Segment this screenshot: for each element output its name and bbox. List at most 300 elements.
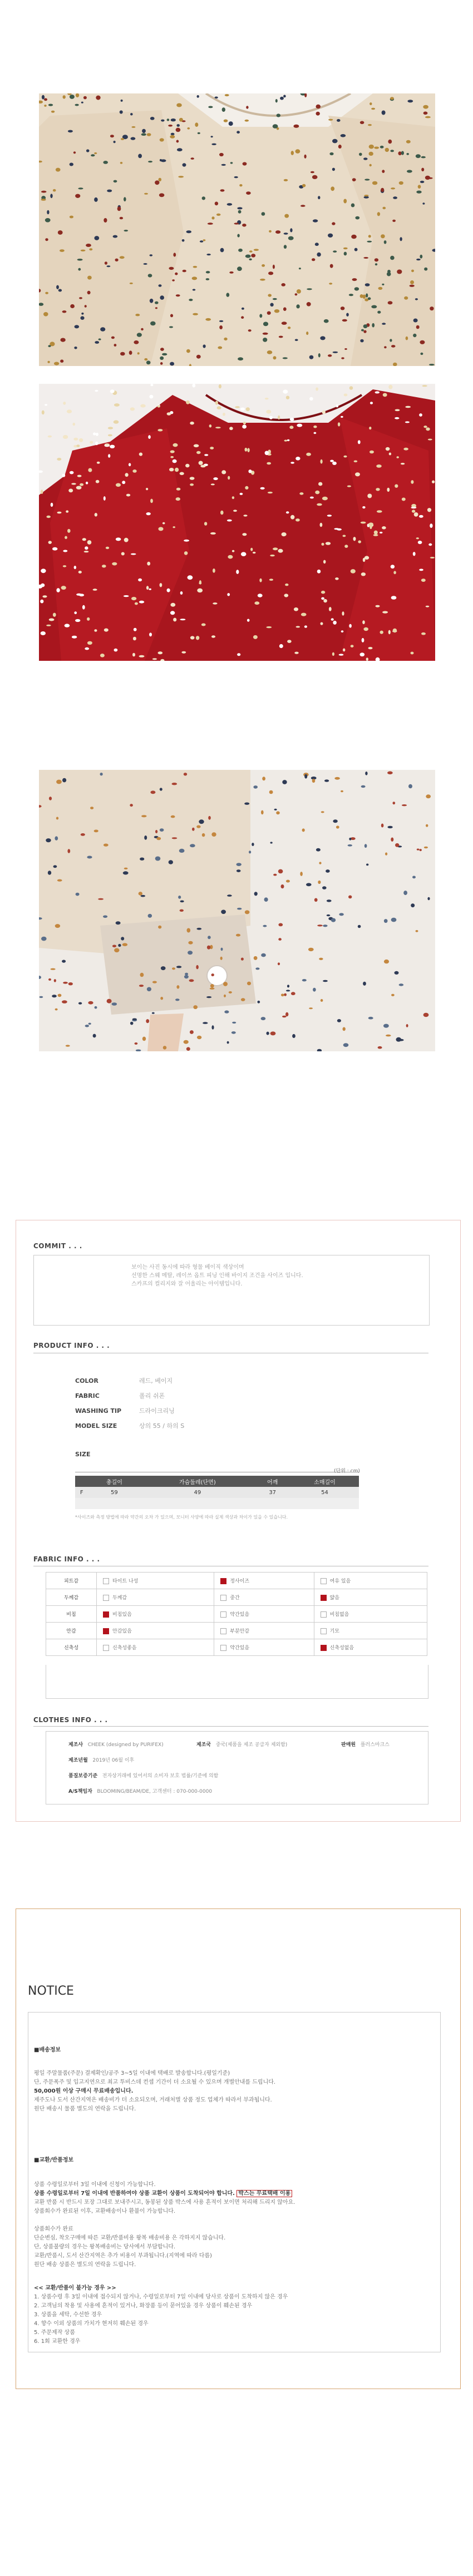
fabric-dot bbox=[404, 296, 408, 300]
fabric-dot bbox=[42, 95, 45, 100]
fabric-dot bbox=[344, 545, 348, 548]
fabric-dot bbox=[236, 570, 239, 574]
fabric-dot bbox=[74, 611, 77, 614]
fabric-dot bbox=[116, 483, 121, 487]
fabric-dot bbox=[390, 339, 392, 342]
sleeve-cuff-illustration bbox=[39, 770, 435, 1051]
fabric-dot bbox=[155, 857, 161, 861]
fabric-dot bbox=[310, 497, 314, 499]
clothes-info-box bbox=[46, 1731, 428, 1804]
fabric-dot bbox=[97, 462, 100, 464]
fabric-dot bbox=[170, 603, 175, 607]
fabric-dot bbox=[130, 804, 133, 807]
fabric-dot bbox=[270, 303, 273, 307]
fabric-option-label: 약간있음 bbox=[230, 1645, 250, 1651]
fabric-dot bbox=[261, 1017, 266, 1020]
fabric-dot bbox=[221, 910, 226, 914]
fabric-dot bbox=[42, 411, 45, 415]
fabric-dot bbox=[344, 252, 347, 256]
checkbox-icon bbox=[321, 1611, 327, 1618]
fabric-dot bbox=[234, 223, 239, 224]
fabric-dot bbox=[224, 995, 226, 997]
fabric-dot bbox=[382, 111, 386, 115]
fabric-dot bbox=[393, 802, 396, 804]
fabric-dot bbox=[286, 396, 289, 399]
fabric-dot bbox=[285, 1012, 288, 1017]
fabric-option-label: 약간있음 bbox=[230, 1612, 250, 1618]
fabric-dot bbox=[110, 389, 115, 393]
fabric-dot bbox=[423, 1013, 429, 1017]
fabric-dot bbox=[142, 129, 146, 133]
fabric-dot bbox=[392, 220, 396, 222]
fabric-dot bbox=[403, 448, 408, 451]
fabric-dot bbox=[146, 360, 151, 364]
fabric-dot bbox=[343, 1043, 349, 1047]
fabric-dot bbox=[70, 163, 73, 166]
fabric-dot bbox=[81, 313, 83, 315]
exchange-line: 교환/반품시, 도서 산간지역은 추가 비용이 부과됩니다.(지역에 따라 다름) bbox=[34, 2253, 212, 2259]
fabric-dot bbox=[67, 529, 71, 533]
fabric-dot bbox=[241, 958, 244, 961]
fabric-dot bbox=[321, 811, 324, 813]
fabric-dot bbox=[313, 988, 316, 992]
fabric-dot bbox=[135, 1042, 138, 1045]
fabric-dot bbox=[255, 967, 259, 970]
fabric-dot bbox=[87, 641, 92, 645]
fabric-dot bbox=[276, 811, 280, 814]
fabric-dot bbox=[87, 540, 92, 545]
info-value: 폴리 쉬폰 bbox=[139, 1392, 165, 1400]
fabric-dot bbox=[368, 647, 373, 649]
fabric-dot bbox=[210, 988, 215, 990]
fabric-dot bbox=[383, 393, 387, 397]
fabric-dot bbox=[270, 555, 275, 556]
fabric-dot bbox=[224, 1010, 229, 1013]
fabric-dot bbox=[263, 322, 268, 327]
fabric-dot bbox=[110, 445, 115, 448]
fabric-dot bbox=[416, 154, 421, 158]
fabric-dot bbox=[213, 477, 218, 480]
fabric-dot bbox=[41, 191, 47, 193]
fabric-dot bbox=[176, 124, 180, 127]
fabric-dot bbox=[281, 283, 285, 286]
fabric-dot bbox=[333, 819, 337, 823]
shipping-title: ■배송정보 bbox=[34, 2047, 61, 2053]
fabric-dot bbox=[429, 364, 435, 365]
fabric-dot bbox=[420, 353, 423, 355]
fabric-dot bbox=[411, 652, 414, 655]
fabric-dot bbox=[363, 295, 366, 299]
fabric-dot bbox=[262, 777, 265, 780]
fabric-dot bbox=[327, 914, 331, 916]
shipping-line: 평일 주말물품(주문) 결제확인/공주 3~5일 이내에 택배로 발송합니다.(평일기준) bbox=[34, 2070, 230, 2076]
fabric-dot bbox=[284, 179, 288, 181]
fabric-dot bbox=[232, 550, 234, 552]
fabric-option bbox=[214, 1606, 314, 1623]
fabric-dot bbox=[401, 151, 404, 155]
fabric-dot bbox=[281, 993, 284, 996]
fabric-dot bbox=[120, 256, 125, 259]
fabric-dot bbox=[65, 536, 67, 540]
exchange-line: 상품회수가 완료된 이후, 교환배송이나 환불이 가능합니다. bbox=[34, 2208, 176, 2214]
fabric-dot bbox=[134, 340, 139, 344]
beige-dot-sleeve-photo bbox=[39, 770, 435, 1051]
fabric-dot bbox=[208, 936, 211, 939]
fabric-dot bbox=[378, 287, 383, 290]
fabric-dot bbox=[369, 102, 372, 105]
fabric-dot bbox=[284, 245, 287, 249]
fabric-dot bbox=[338, 422, 340, 426]
fabric-dot bbox=[283, 357, 288, 359]
fabric-dot bbox=[286, 880, 290, 883]
fabric-dot bbox=[381, 824, 384, 828]
fabric-dot bbox=[191, 157, 194, 160]
fabric-dot bbox=[196, 965, 199, 969]
fabric-row bbox=[46, 1639, 427, 1656]
fabric-dot bbox=[85, 1025, 89, 1027]
fabric-dot bbox=[130, 407, 135, 411]
fabric-option bbox=[314, 1606, 427, 1623]
fabric-dot bbox=[361, 785, 366, 788]
fabric-dot bbox=[114, 403, 120, 407]
fabric-dot bbox=[56, 780, 62, 784]
fabric-dot bbox=[102, 565, 106, 567]
fabric-dot bbox=[329, 283, 332, 284]
fabric-dot bbox=[341, 790, 343, 793]
fabric-dot bbox=[196, 825, 200, 828]
fabric-dot bbox=[384, 960, 389, 963]
fabric-dot bbox=[253, 785, 258, 789]
fabric-dot bbox=[391, 838, 393, 842]
fabric-dot bbox=[242, 308, 244, 310]
fabric-dot bbox=[114, 649, 118, 652]
size-cell: F bbox=[75, 1487, 88, 1498]
fabric-dot bbox=[405, 406, 411, 408]
size-cell: 49 bbox=[140, 1487, 254, 1498]
fabric-dot bbox=[315, 491, 319, 495]
fabric-dot bbox=[63, 982, 68, 984]
fabric-dot bbox=[227, 894, 232, 897]
fabric-dot bbox=[407, 170, 412, 172]
fabric-dot bbox=[94, 236, 99, 240]
fabric-dot bbox=[349, 386, 353, 390]
info-value: 상의 55 / 하의 S bbox=[139, 1422, 185, 1430]
fabric-dot bbox=[95, 1006, 97, 1009]
fabric-dot bbox=[251, 254, 255, 258]
fabric-dot bbox=[237, 131, 240, 134]
fabric-dot bbox=[304, 625, 307, 627]
fabric-dot bbox=[386, 1035, 391, 1037]
fabric-dot bbox=[74, 566, 76, 569]
fabric-dot bbox=[317, 503, 322, 506]
fabric-dot bbox=[182, 239, 185, 242]
checked-box-icon bbox=[220, 1578, 226, 1584]
fabric-dot bbox=[335, 577, 339, 580]
fabric-dot bbox=[359, 153, 362, 156]
fabric-dot bbox=[77, 259, 83, 261]
fabric-dot bbox=[114, 180, 117, 183]
fabric-dot bbox=[96, 480, 100, 483]
fabric-dot bbox=[86, 149, 90, 152]
fabric-dot bbox=[51, 111, 55, 113]
clothes-value: 중국(제품을 제조 공급자 제외함) bbox=[215, 1742, 288, 1748]
commit-box bbox=[33, 1255, 430, 1326]
fabric-dot bbox=[430, 557, 435, 558]
fabric-dot bbox=[249, 851, 251, 853]
fabric-dot bbox=[150, 322, 156, 326]
fabric-dot bbox=[295, 293, 298, 295]
fabric-dot bbox=[332, 139, 338, 144]
fabric-dot bbox=[424, 268, 427, 271]
fabric-dot bbox=[375, 263, 377, 265]
fabric-dot bbox=[131, 137, 136, 140]
fabric-dot bbox=[242, 224, 247, 227]
size-unit: (단위 : cm) bbox=[334, 1469, 360, 1474]
fabric-dot bbox=[273, 124, 278, 128]
fabric-dot bbox=[67, 849, 70, 853]
fabric-dot bbox=[222, 107, 225, 112]
fabric-dot bbox=[142, 1037, 146, 1041]
fabric-dot bbox=[95, 513, 97, 517]
fabric-dot bbox=[360, 339, 363, 343]
fabric-dot bbox=[393, 571, 396, 574]
fabric-dot bbox=[263, 925, 267, 927]
fabric-dot bbox=[273, 547, 278, 550]
fabric-dot bbox=[296, 304, 299, 308]
fabric-dot bbox=[405, 421, 410, 423]
fabric-dot bbox=[41, 631, 46, 635]
fabric-dot bbox=[337, 119, 341, 122]
fabric-dot bbox=[199, 580, 201, 585]
fabric-dot bbox=[223, 982, 228, 986]
fabric-dot bbox=[184, 773, 187, 775]
fabric-dot bbox=[324, 319, 329, 323]
fabric-dot bbox=[48, 104, 53, 106]
fabric-dot bbox=[331, 618, 334, 620]
fabric-dot bbox=[283, 390, 288, 394]
fabric-dot bbox=[98, 898, 104, 900]
fabric-dot bbox=[237, 234, 239, 238]
fabric-dot bbox=[288, 327, 290, 329]
fabric-dot bbox=[157, 405, 160, 407]
fabric-dot bbox=[112, 945, 116, 948]
fabric-dot bbox=[60, 359, 63, 363]
fabric-dot bbox=[73, 151, 76, 154]
fabric-dot bbox=[425, 116, 431, 118]
fabric-dot bbox=[321, 622, 323, 625]
fabric-dot bbox=[133, 637, 136, 641]
fabric-dot bbox=[254, 956, 258, 960]
fabric-dot bbox=[160, 788, 162, 790]
fabric-dot bbox=[369, 145, 374, 149]
fabric-dot bbox=[277, 113, 280, 117]
fabric-row bbox=[46, 1573, 427, 1589]
fabric-dot bbox=[85, 305, 87, 308]
fabric-dot bbox=[85, 546, 88, 550]
fabric-dot bbox=[171, 133, 175, 135]
fabric-dot bbox=[76, 444, 80, 447]
fabric-dot bbox=[41, 490, 43, 494]
fabric-dot bbox=[147, 562, 150, 566]
fabric-dot bbox=[176, 294, 180, 296]
fabric-dot bbox=[140, 973, 144, 977]
info-row-model-size bbox=[75, 1421, 184, 1430]
fabric-dot bbox=[391, 187, 395, 189]
fabric-dot bbox=[317, 253, 321, 257]
fabric-dot bbox=[361, 522, 366, 524]
checked-box-icon bbox=[103, 1628, 109, 1634]
fabric-dot bbox=[262, 264, 265, 267]
fabric-dot bbox=[388, 385, 392, 389]
fabric-dot bbox=[421, 156, 426, 159]
fabric-dot bbox=[90, 807, 93, 809]
fabric-dot bbox=[309, 355, 314, 359]
size-cell: 37 bbox=[254, 1487, 290, 1498]
fabric-dot bbox=[160, 828, 164, 832]
fabric-dot bbox=[287, 640, 292, 643]
fabric-dot bbox=[62, 474, 65, 477]
fabric-dot bbox=[196, 451, 201, 454]
fabric-dot bbox=[113, 235, 118, 238]
fabric-dot bbox=[75, 104, 79, 106]
fabric-dot bbox=[237, 863, 242, 866]
fabric-dot bbox=[426, 794, 431, 798]
fabric-dot bbox=[416, 191, 421, 194]
fabric-dot bbox=[144, 835, 147, 840]
clothes-label: 판매원 bbox=[341, 1742, 356, 1748]
fabric-dot bbox=[49, 797, 52, 800]
fabric-dot bbox=[364, 179, 369, 180]
fabric-dot bbox=[186, 401, 190, 404]
fabric-dot bbox=[360, 652, 365, 656]
fabric-dot bbox=[170, 135, 175, 139]
fabric-dot bbox=[87, 856, 92, 859]
fabric-dot bbox=[198, 132, 200, 134]
fabric-dot bbox=[273, 356, 277, 359]
fabric-dot bbox=[103, 916, 107, 918]
fabric-dot bbox=[111, 337, 115, 339]
fabric-dot bbox=[313, 219, 318, 222]
fabric-dot bbox=[390, 97, 394, 100]
fabric-dot bbox=[322, 411, 326, 414]
fabric-dot bbox=[265, 398, 269, 399]
fabric-dot bbox=[202, 196, 205, 200]
fabric-dot bbox=[148, 914, 152, 918]
fabric-dot bbox=[180, 472, 184, 476]
fabric-dot bbox=[76, 893, 80, 896]
fabric-dot bbox=[292, 1034, 295, 1038]
fabric-dot bbox=[45, 238, 48, 241]
fabric-dot bbox=[41, 568, 46, 573]
fabric-option bbox=[314, 1573, 427, 1589]
exchange-line: 상품 수령일로부터 3일 이내에 신청이 가능합니다. bbox=[34, 2182, 156, 2188]
fabric-dot bbox=[420, 181, 425, 183]
fabric-dot bbox=[209, 424, 212, 428]
fabric-dot bbox=[408, 784, 412, 789]
fabric-dot bbox=[131, 597, 136, 600]
fabric-dot bbox=[393, 196, 397, 199]
fabric-dot bbox=[428, 543, 432, 546]
fabric-option bbox=[97, 1623, 214, 1639]
fabric-dot bbox=[61, 586, 66, 590]
fabric-row bbox=[46, 1606, 427, 1623]
fabric-dot bbox=[96, 96, 100, 100]
fabric-dot bbox=[189, 299, 193, 301]
fabric-dot bbox=[352, 178, 356, 181]
unavailable-line: 6. 1회 교환한 경우 bbox=[34, 2338, 81, 2345]
fabric-dot bbox=[311, 171, 314, 174]
fabric-dot bbox=[206, 254, 210, 255]
fabric-dot bbox=[285, 584, 288, 586]
fabric-dot bbox=[260, 279, 265, 281]
commit-title: COMMIT . . . bbox=[33, 1242, 82, 1250]
size-header: 어깨 bbox=[254, 1476, 290, 1487]
fabric-dot bbox=[355, 472, 360, 476]
fabric-dot bbox=[391, 565, 395, 568]
fabric-dot bbox=[243, 162, 247, 165]
fabric-dot bbox=[219, 384, 221, 388]
fabric-dot bbox=[203, 1022, 208, 1024]
fabric-dot bbox=[146, 586, 149, 590]
fabric-dot bbox=[221, 948, 223, 951]
fabric-dot bbox=[140, 404, 145, 408]
fabric-dot bbox=[139, 655, 145, 657]
fabric-dot bbox=[170, 314, 173, 318]
fabric-dot bbox=[190, 636, 195, 639]
fabric-dot bbox=[207, 946, 210, 950]
fabric-dot bbox=[249, 250, 253, 253]
fabric-dot bbox=[144, 358, 147, 360]
fabric-dot bbox=[321, 543, 324, 546]
fabric-dot bbox=[275, 230, 280, 234]
fabric-dot bbox=[121, 937, 124, 940]
fabric-dot bbox=[68, 489, 73, 493]
fabric-dot bbox=[197, 95, 199, 98]
clothes-value: 전자상거래에 있어서의 소비자 보호 법률/기준에 의함 bbox=[102, 1773, 219, 1779]
fabric-dot bbox=[273, 874, 277, 876]
fabric-dot bbox=[159, 284, 162, 287]
checkbox-icon bbox=[321, 1578, 327, 1584]
fabric-dot bbox=[307, 302, 311, 306]
fabric-dot bbox=[229, 121, 233, 126]
fabric-dot bbox=[252, 843, 254, 846]
fabric-dot bbox=[397, 456, 399, 458]
fabric-dot bbox=[245, 255, 251, 258]
fabric-dot bbox=[138, 154, 142, 159]
fabric-dot bbox=[287, 439, 290, 441]
fabric-dot bbox=[381, 188, 384, 192]
fabric-dot bbox=[349, 838, 351, 840]
fabric-dot bbox=[190, 422, 194, 425]
clothes-item bbox=[196, 1741, 287, 1748]
fabric-dot bbox=[320, 523, 323, 527]
fabric-dot bbox=[220, 511, 224, 515]
fabric-dot bbox=[65, 624, 70, 627]
fabric-dot bbox=[253, 635, 258, 639]
fabric-dot bbox=[226, 293, 229, 296]
fabric-dot bbox=[363, 558, 366, 562]
fabric-option-label: 신축성좋음 bbox=[112, 1645, 137, 1651]
fabric-dot bbox=[318, 196, 320, 199]
fabric-dot bbox=[248, 329, 252, 332]
info-label: COLOR bbox=[75, 1377, 98, 1385]
fabric-dot bbox=[423, 112, 428, 115]
fabric-dot bbox=[200, 465, 205, 468]
fabric-dot bbox=[161, 120, 164, 122]
fabric-dot bbox=[317, 924, 323, 926]
fabric-dot bbox=[208, 223, 213, 225]
fabric-dot bbox=[75, 325, 80, 328]
